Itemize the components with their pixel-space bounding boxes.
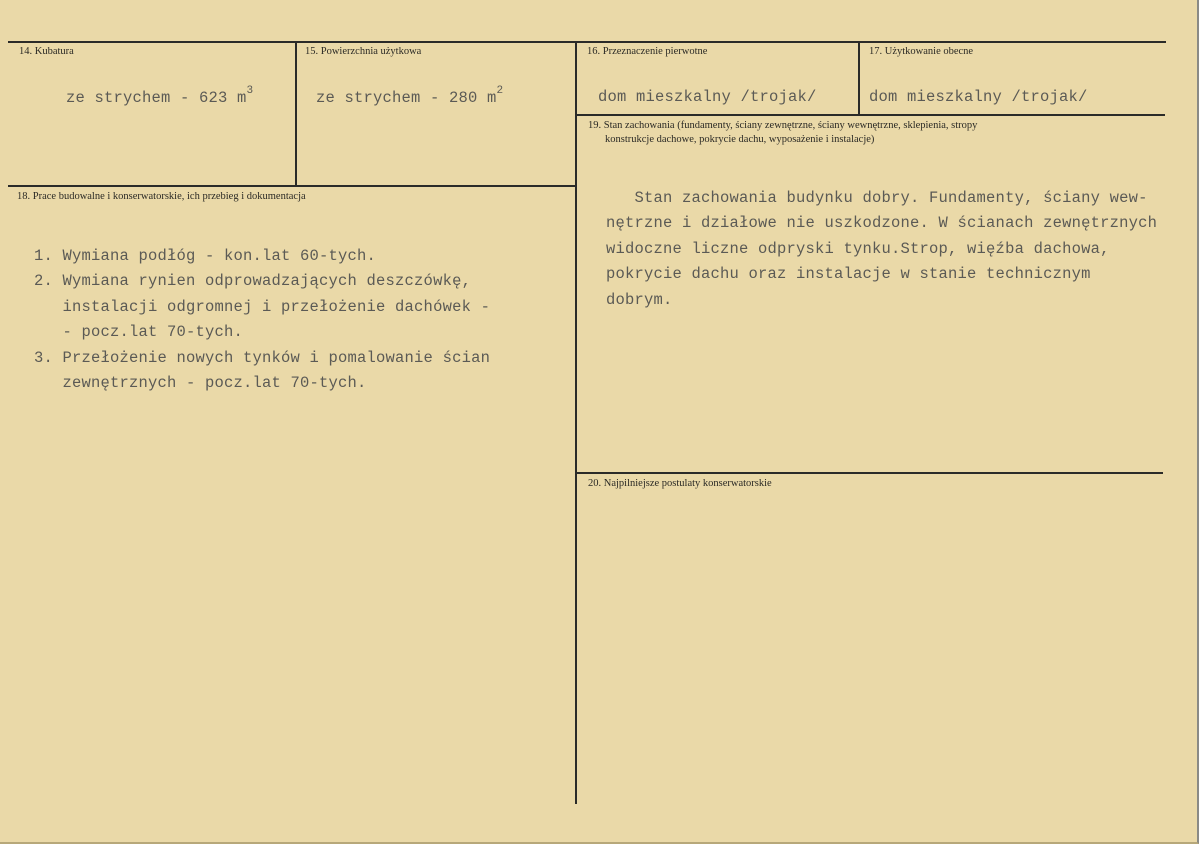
powierzchnia-unit-exponent: 2: [496, 85, 504, 97]
rule-under-19: [577, 472, 1163, 474]
stan-zachowania-label: [588, 119, 977, 147]
prace-budowlane-text: [34, 218, 490, 448]
main-vertical-divider: [575, 41, 577, 804]
rule-under-16-17: [577, 114, 1165, 116]
stan-zachowania-label-line1: 19. Stan zachowania (fundamenty, ściany zewnętrzne, ściany wewnętrzne, sklepienia, stropy: [588, 120, 978, 131]
prace-budowlane-label: 18. Prace budowalne i konserwatorskie, ich przebieg i dokumentacja: [17, 191, 306, 202]
divider-16-17: [858, 41, 860, 115]
stan-line: nętrzne i działowe nie uszkodzone. W ścianach zewnętrznych: [606, 214, 1158, 232]
kubatura-value-text: ze strychem - 623 m: [66, 89, 247, 108]
prace-line: 3. Przełożenie nowych tynków i pomalowanie ścian: [34, 348, 491, 367]
rule-under-14-15: [8, 185, 575, 187]
prace-line: 2. Wymiana rynien odprowadzających deszczówkę,: [34, 272, 472, 290]
kubatura-unit-exponent: 3: [246, 85, 254, 97]
uzytkowanie-value: dom mieszkalny /trojak/: [869, 88, 1088, 106]
prace-line: instalacji odgromnej i przełożenie dachówek -: [34, 297, 491, 316]
przeznaczenie-label: 16. Przeznaczenie pierwotne: [587, 46, 708, 57]
przeznaczenie-value: dom mieszkalny /trojak/: [598, 88, 817, 106]
stan-line: widoczne liczne odpryski tynku.Strop, więźba dachowa,: [606, 239, 1110, 258]
stan-line: Stan zachowania budynku dobry. Fundamenty, ściany wew-: [606, 188, 1148, 207]
prace-line: - pocz.lat 70-tych.: [34, 323, 244, 341]
uzytkowanie-label: 17. Użytkowanie obecne: [869, 46, 974, 57]
powierzchnia-value-text: ze strychem - 280 m: [316, 89, 497, 108]
powierzchnia-value: [316, 85, 504, 108]
prace-line: 1. Wymiana podłóg - kon.lat 60-tych.: [34, 246, 377, 265]
stan-line: dobrym.: [606, 290, 673, 309]
postulaty-label: 20. Najpilniejsze postulaty konserwatorskie: [588, 478, 772, 489]
divider-14-15: [295, 41, 297, 185]
kubatura-value: [66, 85, 254, 108]
stan-zachowania-label-line2: konstrukcje dachowe, pokrycie dachu, wyposażenie i instalacje): [605, 134, 875, 145]
prace-line: zewnętrznych - pocz.lat 70-tych.: [34, 374, 367, 392]
stan-zachowania-text: [606, 160, 1157, 364]
top-rule: [8, 41, 1166, 43]
kubatura-label: 14. Kubatura: [19, 46, 74, 57]
stan-line: pokrycie dachu oraz instalacje w stanie technicznym: [606, 265, 1091, 283]
powierzchnia-label: 15. Powierzchnia użytkowa: [305, 46, 422, 57]
